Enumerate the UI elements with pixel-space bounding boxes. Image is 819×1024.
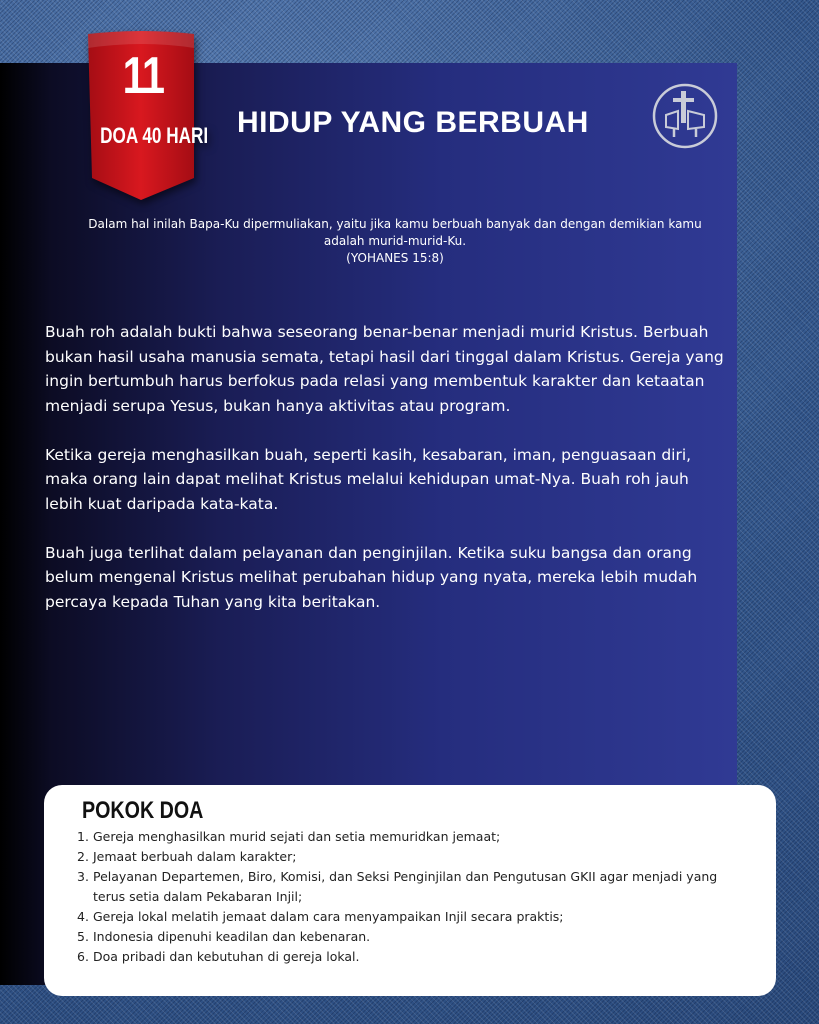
item-number: 1. — [77, 829, 89, 844]
paragraph-2: Ketika gereja menghasilkan buah, seperti kasih, kesabaran, iman, penguasaan diri, maka orang lain dapat melihat Kristus melalui kehidupan umat-Nya. Buah roh jauh lebih kuat daripada kata-kata. — [45, 445, 692, 513]
list-item — [77, 947, 737, 967]
item-number: 3. — [77, 869, 89, 884]
item-text: Gereja lokal melatih jemaat dalam cara menyampaikan Injil secara praktis; — [93, 909, 564, 924]
church-cross-logo-icon — [652, 83, 718, 149]
prayer-list — [77, 827, 737, 967]
verse-reference: (YOHANES 15:8) — [346, 251, 444, 265]
list-item — [77, 847, 737, 867]
bible-verse — [45, 216, 745, 267]
verse-line-2: adalah murid-murid-Ku. — [323, 234, 467, 248]
item-text: Pelayanan Departemen, Biro, Komisi, dan Seksi Penginjilan dan Pengutusan GKII agar menjadi yang terus setia dalam Pekabaran Injil; — [93, 869, 718, 904]
list-item — [77, 907, 737, 927]
item-text: Gereja menghasilkan murid sejati dan setia memuridkan jemaat; — [93, 829, 501, 844]
item-number: 4. — [77, 909, 89, 924]
verse-line-1: Dalam hal inilah Bapa-Ku dipermuliakan, yaitu jika kamu berbuah banyak dan dengan demikian kamu — [88, 217, 702, 231]
devotional-body — [45, 320, 725, 639]
page-title: HIDUP YANG BERBUAH — [237, 106, 589, 139]
list-item — [77, 927, 737, 947]
item-text: Jemaat berbuah dalam karakter; — [93, 849, 297, 864]
day-ribbon — [88, 28, 209, 200]
ribbon-label: DOA 40 HARI — [100, 123, 209, 148]
item-number: 2. — [77, 849, 89, 864]
day-number: 11 — [122, 47, 164, 105]
paragraph-3: Buah juga terlihat dalam pelayanan dan penginjilan. Ketika suku bangsa dan orang belum mengenal Kristus melihat perubahan hidup yang nyata, mereka lebih mudah percaya kepada Tuhan yang kita beritakan. — [45, 543, 698, 611]
paragraph-1: Buah roh adalah bukti bahwa seseorang benar-benar menjadi murid Kristus. Berbuah bukan hasil usaha manusia semata, tetapi hasil dari tinggal dalam Kristus. Gereja yang ingin bertumbuh harus berfokus pada relasi yang membentuk karakter dan ketaatan menjadi serupa Yesus, bukan hanya aktivitas atau program. — [45, 323, 724, 415]
prayer-heading: POKOK DOA — [82, 797, 204, 824]
item-text: Indonesia dipenuhi keadilan dan kebenaran. — [93, 929, 371, 944]
list-item — [77, 827, 737, 847]
item-number: 5. — [77, 929, 89, 944]
list-item — [77, 867, 737, 907]
prayer-points-card — [44, 785, 776, 996]
item-text: Doa pribadi dan kebutuhan di gereja lokal. — [93, 949, 360, 964]
item-number: 6. — [77, 949, 89, 964]
